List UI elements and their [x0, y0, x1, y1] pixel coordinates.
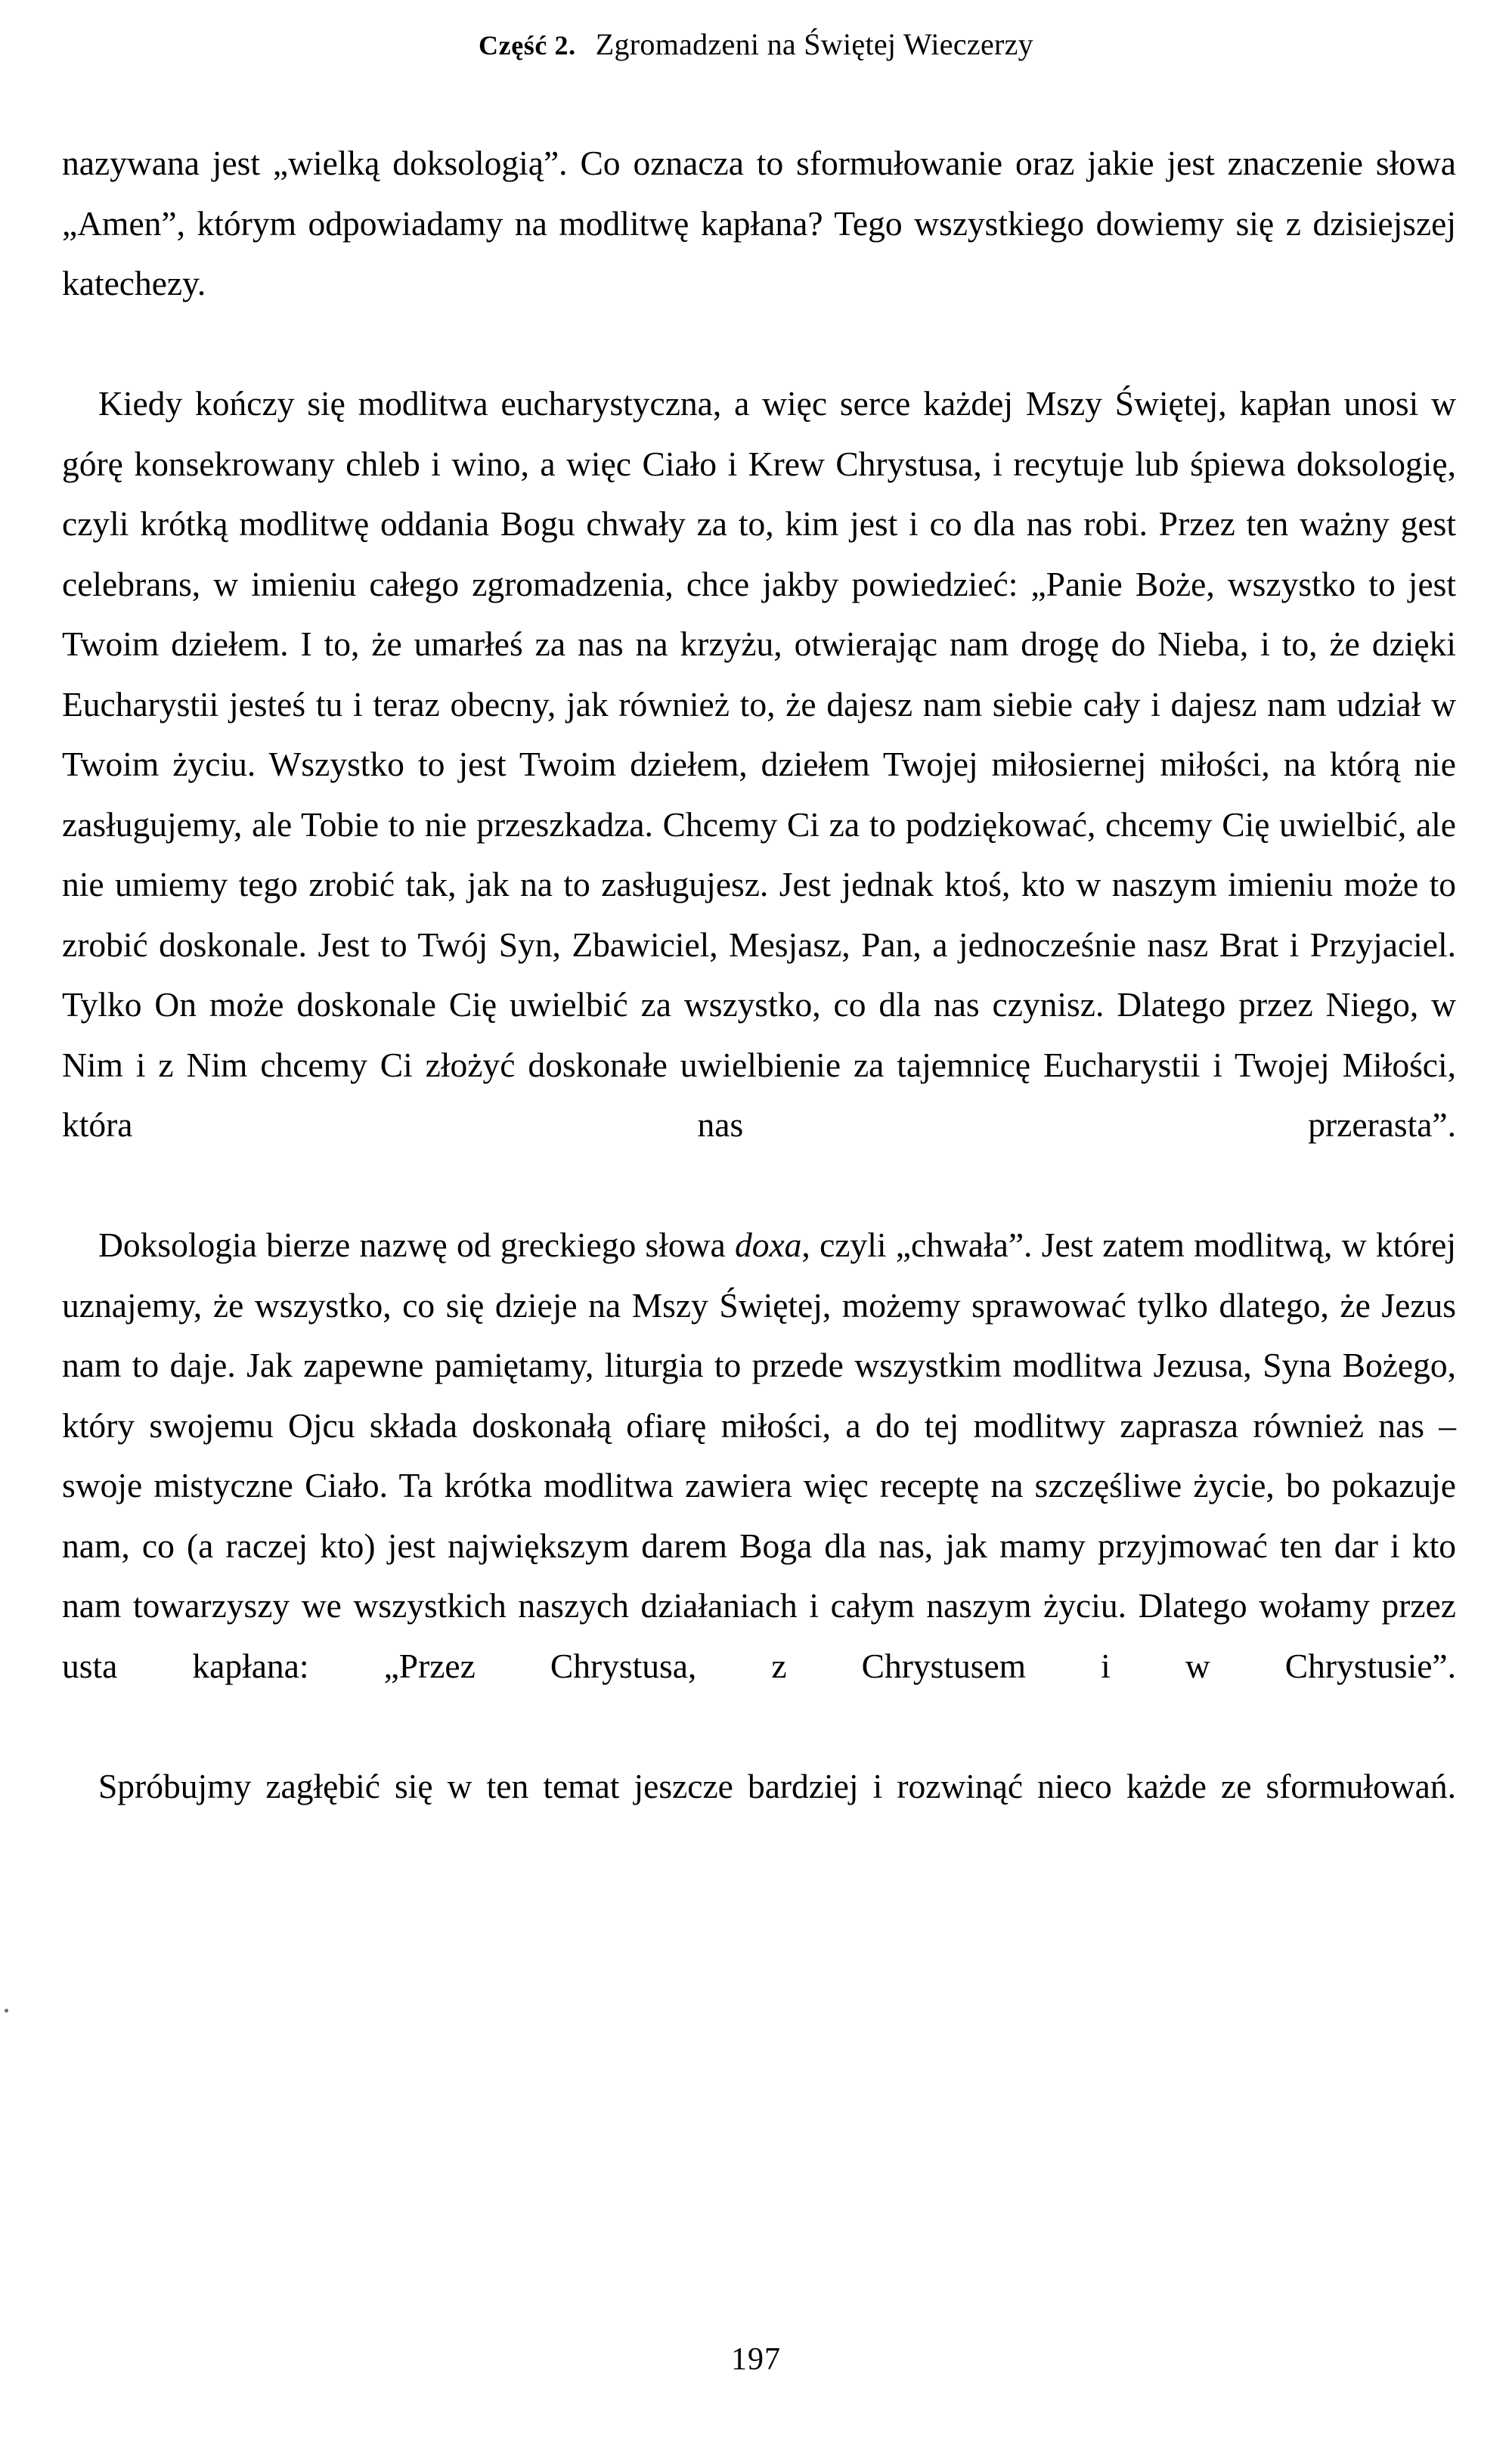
italic-term: doxa [734, 1226, 802, 1264]
running-head-section-title: Zgromadzeni na Świętej Wieczerzy [595, 27, 1033, 61]
paragraph: Doksologia bierze nazwę od greckiego słowa doxa, czyli „chwała”. Jest zatem modlitwą, w której uznajemy, że wszystko, co się dzieje na Mszy Świętej, możemy sprawować tylko dlatego, że Jezus nam to daje. Jak zapewne pamiętamy, liturgia to przede wszystkim modlitwa Jezusa, Syna Bożego, który swojemu Ojcu składa doskonałą ofiarę miłości, a do tej modlitwy zaprasza również nas – swoje mistyczne Ciało. Ta krótka modlitwa zawiera więc receptę na szczęśliwe życie, bo pokazuje nam, co (a raczej kto) jest największym darem Boga dla nas, jak mamy przyjmować ten dar i kto nam towarzyszy we wszystkich naszych działaniach i całym naszym życiu. Dlatego wołamy przez usta kapłana: „Przez Chrystusa, z Chrystusem i w Chrystusie”. [62, 1226, 1456, 1685]
paragraph: nazywana jest „wielką doksologią”. Co oznacza to sformułowanie oraz jakie jest znaczenie słowa „Amen”, którym odpowiadamy na modlitwę kapłana? Tego wszystkiego dowiemy się z dzisiejszej katechezy. [62, 144, 1456, 302]
scan-artifact-dot [5, 2009, 8, 2013]
page-number: 197 [731, 2342, 781, 2377]
running-head [0, 27, 1512, 62]
paragraph: Spróbujmy zagłębić się w ten temat jeszcze bardziej i rozwinąć nieco każde ze sformułowań. [98, 1766, 1456, 1805]
running-head-inner [479, 27, 1033, 62]
body-text-block [62, 133, 1456, 1876]
running-head-part-label: Część 2. [479, 30, 576, 60]
paragraph: Kiedy kończy się modlitwa eucharystyczna, a więc serce każdej Mszy Świętej, kapłan unosi w górę konsekrowany chleb i wino, a więc Ciało i Krew Chrystusa, i recytuje lub śpiewa doksologię, czyli krótką modlitwę oddania Bogu chwały za to, kim jest i co dla nas robi. Przez ten ważny gest celebrans, w imieniu całego zgromadzenia, chce jakby powiedzieć: „Panie Boże, wszystko to jest Twoim dziełem. I to, że umarłeś za nas na krzyżu, otwierając nam drogę do Nieba, i to, że dzięki Eucharystii jesteś tu i teraz obecny, jak również to, że dajesz nam siebie cały i dajesz nam udział w Twoim życiu. Wszystko to jest Twoim dziełem, dziełem Twojej miłosiernej miłości, na którą nie zasługujemy, ale Tobie to nie przeszkadza. Chcemy Ci za to podziękować, chcemy Cię uwielbić, ale nie umiemy tego zrobić tak, jak na to zasługujesz. Jest jednak ktoś, kto w naszym imieniu może to zrobić doskonale. Jest to Twój Syn, Zbawiciel, Mesjasz, Pan, a jednocześnie nasz Brat i Przyjaciel. Tylko On może doskonale Cię uwielbić za wszystko, co dla nas czynisz. Dlatego przez Niego, w Nim i z Nim chcemy Ci złożyć doskonałe uwielbienie za tajemnicę Eucharystii i Twojej Miłości, która nas przerasta”. [62, 384, 1456, 1144]
